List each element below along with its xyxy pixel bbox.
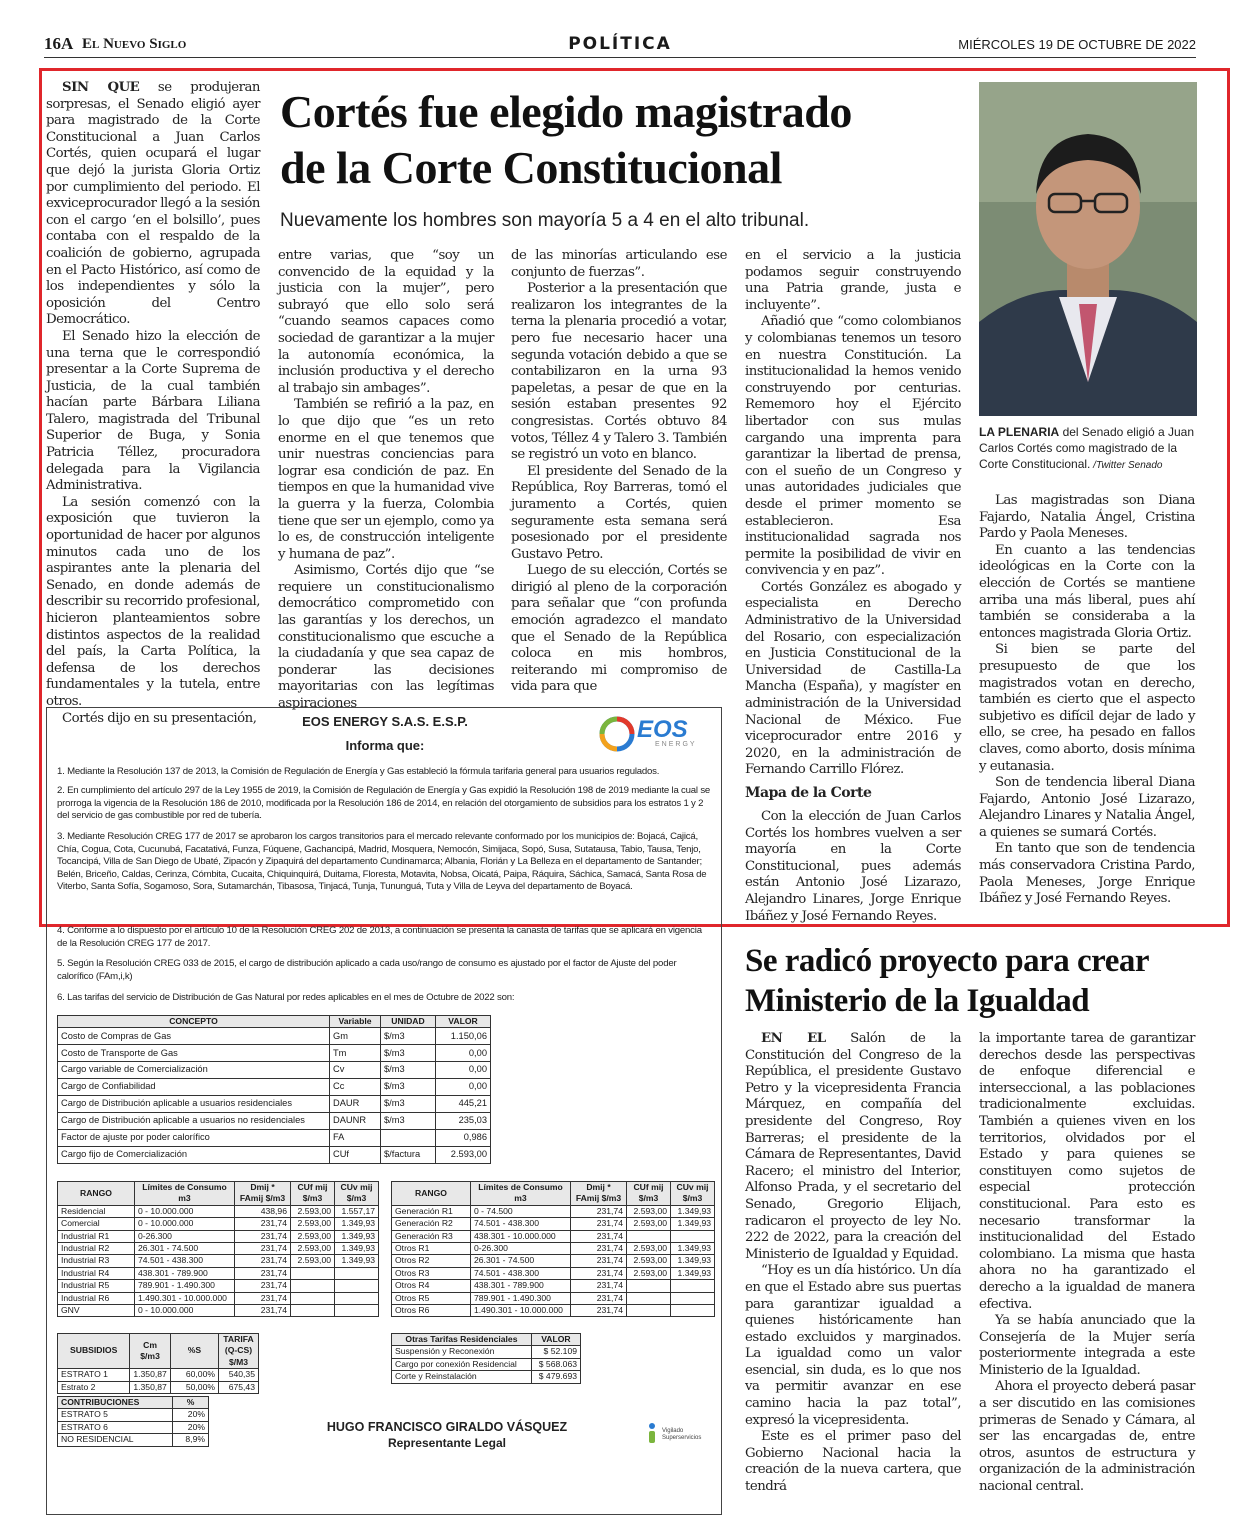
paragraph: Salón de la Constitución del Congreso de la República, el presidente Gustavo Petro y la vicepresidenta Francia Márquez, en compañía del presidente del Congreso, Roy Barreras; el presidente de la Cámara de Representantes, David Racero; el ministro del Interior, Alfonso Prada, y el secretario del Senado, Gregorio Elijach, radicaron el proyecto de ley No. 222 de 2022, para la creación del Ministerio de Igualdad y Equidad. [745,1031,962,1262]
table-cell: 2.593,00 [435,1146,490,1163]
table-cell: 438.301 - 10.000.000 [471,1230,571,1242]
column-header: CUf mij $/m3 [291,1182,335,1206]
table-cell: Costo de Compras de Gas [58,1028,330,1045]
table-cell: 789.901 - 1.490.300 [471,1292,571,1304]
paragraph: Posterior a la presentación que realizaron los integrantes de la terna la plenaria procedió a votar, pero fue necesario hacer una segunda votación debido a que se contabilizaron en la urna 93 papeletas, a pesar de que en la sesión estaban presentes 92 congresistas. Cortés obtuvo 84 votos, Téllez 4 y Talero 3. También se registró un voto en blanco. [511,281,727,463]
table-cell: ESTRATO 5 [58,1409,173,1421]
table-cell: 0,00 [435,1062,490,1079]
table-cell: Industrial R6 [58,1292,135,1304]
table-cell [627,1292,671,1304]
table-cell: 438.301 - 789.900 [135,1267,235,1279]
table-row [58,1079,491,1096]
table-cell: 1.349,93 [335,1218,379,1230]
table-cell: Industrial R5 [58,1280,135,1292]
table-cell: 0,986 [435,1129,490,1146]
table-cell [335,1280,379,1292]
table-cell: 235,03 [435,1112,490,1129]
table-cell: $/factura [381,1146,436,1163]
superservicios-icon [645,1422,659,1444]
table-cell [335,1305,379,1317]
table-cell: 445,21 [435,1095,490,1112]
table-cell: 1.349,93 [671,1255,715,1267]
table-cell: 2.593,00 [627,1267,671,1279]
table-row [58,1434,209,1446]
photo-caption [979,424,1199,474]
table-row [392,1305,715,1317]
caption-lead: LA PLENARIA [979,425,1060,439]
table-cell: 438,96 [235,1205,291,1217]
table-cell: 1.349,93 [671,1205,715,1217]
table-row [392,1371,581,1383]
table-header-row [58,1016,491,1028]
table-header-row [392,1182,715,1206]
column-header: % [173,1397,209,1409]
table-row [392,1255,715,1267]
paragraph: Ahora el proyecto deberá pasar a ser discutido en las comisiones primeras de Senado y Cámara, al ser las encargadas de, entre otros, asuntos de estructura y organización de la administración nacional central. [979,1379,1195,1495]
table-cell: 231,74 [571,1255,627,1267]
informa-heading: Informa que: [345,738,425,753]
table-row [392,1243,715,1255]
table-cell [291,1292,335,1304]
table-cell: Generación R3 [392,1230,471,1242]
table-cell [671,1230,715,1242]
notice-item: 3. Mediante Resolución CREG 177 de 2017 se aprobaron los cargos transitorios para el mercado relevante conformado por los municipios de: Bojacá, Cajicá, Chía, Cogua, Cota, Cucunubá, Facatativá, Funza, Fúquene, Gachancipá, Madrid, Mosquera, Nemocón, Simijaca, Sopó, Susa, Sutatausa, Tabio, Tausa, Tenjo, Tocancipá, Villa de San Diego de Ubaté, Zipacón y Zipaquirá del departamento Cundinamarca; Albania, Florián y La Belleza en el departamento de Santander; Belén, Briceño, Caldas, Cerinza, Cómbita, Cucaita, Chiquinquirá, Duitama, Floresta, Motavita, Nobsa, Oicatá, Paipa, Ráquira, Sáchica, Samacá, Santa Rosa de Viterbo, Santa Sofía, Sogamoso, Sora, Sutamarchán, Tibasosa, Tinjacá, Tunja, Tununguá, Tuta y Villa de Leyva del departamento de Boyacá. [57,831,707,892]
table-cell [291,1305,335,1317]
table-cell: Comercial [58,1218,135,1230]
rango-table-left [57,1181,379,1317]
paragraph: También se refirió a la paz, en lo que dijo que “es un reto enorme en el que tenemos que unir nuestras conciencias para lograr esa condición de paz. En tiempos en que la humanidad vive la guerra y la fuerza, Colombia tiene que ser un ejemplo, como ya lo es, de construcción inteligente y humana de paz”. [278,397,494,562]
table-cell: 231,74 [571,1230,627,1242]
table-cell: Cargo de Distribución aplicable a usuarios residenciales [58,1095,330,1112]
table-cell: 0 - 74.500 [471,1205,571,1217]
paragraph: Asimismo, Cortés dijo que “se requiere un constitucionalismo democrático comprometido con las garantías y los derechos, un constitucionalismo que escuche a la ciudadanía y que sea capaz de ponderar las decisiones mayoritarias con las legítimas aspiraciones [278,563,494,712]
table-row [58,1292,379,1304]
table-row [58,1218,379,1230]
table-cell: 0 - 10.000.000 [135,1218,235,1230]
table-cell: 231,74 [235,1305,291,1317]
table-cell: 1.349,93 [335,1243,379,1255]
column-header: VALOR [531,1334,580,1346]
table-row [58,1205,379,1217]
table-cell: $ 568.063 [531,1358,580,1370]
portrait-illustration [979,82,1197,416]
table-cell: 1.349,93 [335,1230,379,1242]
newspaper-name: El Nuevo Siglo [82,36,187,52]
signer-name: HUGO FRANCISCO GIRALDO VÁSQUEZ [326,1420,568,1434]
table-cell: 8,9% [173,1434,209,1446]
notice-item: 4. Conforme a lo dispuesto por el artículo 10 de la Resolución CREG 202 de 2013, a continuación se presenta la canasta de tarifas que se aplicará en vigencia de la Resolución CREG 177 de 2017. [57,925,702,949]
paragraph: El Senado hizo la elección de una terna que le correspondió presentar a la Corte Suprema de Justicia, de la cual también hacían parte Bárbara Liliana Talero, magistrada del Tribunal Superior de Buga, y Sonia Patricia Téllez, procuradora delegada para la Vigilancia Administrativa. [46,328,260,494]
table-cell [671,1292,715,1304]
table-row [58,1045,491,1062]
table-row [58,1305,379,1317]
paragraph: Añadió que “como colombianos y colombianas tenemos un tesoro en nuestra Constitución. La institucionalidad la hemos venido construyendo por centurias. Rememoro hoy el Ejército libertador con sus mulas cargando una imprenta para garantizar la libertad de prensa, con el sueño de un Congreso y unas autoridades judiciales que desde el primer momento se establecieron. Esa institucionalidad sagrada nos permite la posibilidad de vivir en convivencia y en paz”. [745,314,961,579]
table-cell: Industrial R3 [58,1255,135,1267]
column-header: Límites de Consumo m3 [135,1182,235,1206]
notice-item: 5. Según la Resolución CREG 033 de 2015, el cargo de distribución aplicado a cada uso/rango de consumo es ajustado por el factor de Ajuste del poder calorífico (FAm,i,k) [57,958,677,982]
table-cell: DAUNR [330,1112,381,1129]
column-header: Otras Tarifas Residenciales [392,1334,532,1346]
paragraph: Ya se había anunciado que la Consejería de la Mujer sería posteriormente integrada a este Ministerio de la Igualdad. [979,1313,1195,1378]
article2-column-2 [979,1031,1195,1496]
table-cell [627,1280,671,1292]
subtitle: Nuevamente los hombres son mayoría 5 a 4 en el alto tribunal. [280,210,810,231]
column-header: TARIFA (Q-CS) $/M3 [219,1334,259,1369]
table-cell: $ 479.693 [531,1371,580,1383]
table-row [58,1421,209,1433]
table-cell: 231,74 [571,1305,627,1317]
column-header: CUf mij $/m3 [627,1182,671,1206]
notice-item: 1. Mediante la Resolución 137 de 2013, la Comisión de Regulación de Energía y Gas estableció la fórmula tarifaria general para usuarios regulados. [57,766,660,777]
table-cell: Industrial R4 [58,1267,135,1279]
table-cell: 231,74 [235,1230,291,1242]
paragraph: se produjeran sorpresas, el Senado eligió ayer para magistrado de la Corte Constitucional a Juan Carlos Cortés, quien ocupará el lugar que dejó la jurista Gloria Ortiz por cumplimiento del periodo. El exviceprocurador llegó a la sesión con el cargo ‘en el bolsillo’, pues contaba con el respaldo de la coalición de gobierno, agrupada en el Pacto Histórico, así como de los independientes y sólo la oposición del Centro Democrático. [46,80,260,328]
table-cell: $/m3 [381,1095,436,1112]
table-cell: 74.501 - 438.300 [135,1255,235,1267]
page-header [44,34,1196,58]
table-cell: CUf [330,1146,381,1163]
rango-table-right [391,1181,715,1317]
vigilado-badge [645,1422,717,1446]
table-cell: Cargo variable de Comercialización [58,1062,330,1079]
article-column-1 [46,80,260,727]
table-cell: 26.301 - 74.500 [135,1243,235,1255]
column-header: CONCEPTO [58,1016,330,1028]
table-row [58,1146,491,1163]
table-cell: Otros R3 [392,1267,471,1279]
table-row [392,1267,715,1279]
table-cell: 0,00 [435,1079,490,1096]
table-row [58,1381,259,1393]
table-cell [291,1267,335,1279]
headline-line-1: Cortés fue elegido magistrado [280,86,852,137]
paragraph: Son de tendencia liberal Diana Fajardo, Antonio José Lizarazo, Alejandro Linares y Natalia Ángel, a quienes se sumará Cortés. [979,775,1195,840]
table-cell: 1.150,06 [435,1028,490,1045]
signer-role: Representante Legal [387,1436,507,1450]
table-cell: 789.901 - 1.490.300 [135,1280,235,1292]
table-cell: 1.349,93 [671,1243,715,1255]
table-cell: Cargo por conexión Residencial [392,1358,532,1370]
column-header: CUv mij $/m3 [335,1182,379,1206]
issue-date: MIÉRCOLES 19 DE OCTUBRE DE 2022 [958,37,1196,52]
eos-logo-icon [599,716,635,752]
column-header: Variable [330,1016,381,1028]
table-cell: 74.501 - 438.300 [471,1218,571,1230]
table-header-row [392,1334,581,1346]
table-row [58,1280,379,1292]
article-column-3 [511,248,727,696]
paragraph: Con la elección de Juan Carlos Cortés los hombres vuelven a ser mayoría en la Corte Constitucional, pues además están Antonio José Lizarazo, Alejandro Linares, Jorge Enrique Ibáñez y José Fernando Reyes. [745,809,961,924]
paragraph: El presidente del Senado de la República, Roy Barreras, tomó el juramento a Cortés, quien seguramente esta semana será posesionado por el presidente Gustavo Petro. [511,463,727,562]
table-row [58,1267,379,1279]
table-cell: 2.593,00 [627,1218,671,1230]
table-cell: 2.593,00 [291,1230,335,1242]
table-cell: 1.350,87 [130,1381,170,1393]
table-cell: 231,74 [571,1292,627,1304]
table-cell: GNV [58,1305,135,1317]
table-row [58,1095,491,1112]
table-cell: Cargo de Confiabilidad [58,1079,330,1096]
column-header: UNIDAD [381,1016,436,1028]
article-column-4 [745,248,961,925]
table-cell: Costo de Transporte de Gas [58,1045,330,1062]
headline-2: Se radicó proyecto para crear Ministerio de la Igualdad [745,943,1149,1019]
table-cell: Otros R6 [392,1305,471,1317]
table-cell: 231,74 [571,1218,627,1230]
otras-tarifas-table [391,1333,581,1384]
table-cell: $/m3 [381,1079,436,1096]
article-column-5 [979,493,1195,908]
column-header: CONTRIBUCIONES [58,1397,173,1409]
paragraph: la importante tarea de garantizar derechos desde las perspectivas de enfoque diferencial e interseccional, a las poblaciones tradicionalmente excluidas. También a quienes viven en los territorios, olvidados por el Estado y para quienes se constituyen como sujetos de especial protección constitucional. Para esto es necesario transformar la institucionalidad del Estado colombiano. La misma que hasta ahora no ha garantizado el derecho a la igualdad de manera efectiva. [979,1031,1195,1312]
table-cell: $ 52.109 [531,1346,580,1358]
table-cell: 231,74 [235,1255,291,1267]
column-header: CUv mij $/m3 [671,1182,715,1206]
lead-word: EN EL [761,1031,826,1046]
column-header: %S [170,1334,218,1369]
table-cell: $/m3 [381,1062,436,1079]
table-cell: 231,74 [235,1292,291,1304]
table-cell: 231,74 [571,1205,627,1217]
paragraph: Cortés dijo en su presentación, [62,710,257,726]
column-header: Cm $/m3 [130,1334,170,1369]
table-cell: NO RESIDENCIAL [58,1434,173,1446]
table-cell [671,1280,715,1292]
table-cell: Cc [330,1079,381,1096]
lead-word: SIN QUE [62,80,140,95]
table-cell: 231,74 [235,1218,291,1230]
column-header: SUBSIDIOS [58,1334,130,1369]
table-cell: 1.349,93 [671,1218,715,1230]
paragraph: Si bien se parte del presupuesto de que los magistrados votan en derecho, también es cierto que el aspecto subjetivo es difícil dejar de lado y ello, se cree, ha pesado en fallos claves, como aborto, dosis mínima y eutanasia. [979,642,1195,774]
table-row [392,1280,715,1292]
photo-credit: /Twitter Senado [1090,460,1163,471]
section-title: POLÍTICA [568,34,672,54]
table-row [392,1292,715,1304]
headline [280,84,970,196]
headline-line-2: de la Corte Constitucional [280,142,782,193]
table-cell: 1.490.301 - 10.000.000 [135,1292,235,1304]
table-row [392,1346,581,1358]
table-cell: 0 - 10.000.000 [135,1305,235,1317]
table-cell: 2.593,00 [291,1243,335,1255]
concept-table [57,1015,491,1164]
paragraph: de las minorías articulando ese conjunto de fuerzas”. [511,248,727,280]
table-cell: Suspensión y Reconexión [392,1346,532,1358]
table-cell: Cargo fijo de Comercialización [58,1146,330,1163]
paragraph: La sesión comenzó con la exposición que tuvieron la oportunidad de hacer por algunos minutos cada uno de los aspirantes ante la plenaria del Senado, en donde además de describir su recorrido profesional, hicieron planteamientos sobre distintos aspectos de la realidad del país, la Carta Política, la defensa de los derechos fundamentales y la tutela, entre otros. [46,494,260,709]
column-header: RANGO [392,1182,471,1206]
table-cell: 60,00% [170,1369,218,1381]
paragraph: Luego de su elección, Cortés se dirigió al pleno de la corporación para señalar que “con profunda emoción agradezco el mandato que el Senado de la República coloca en mis hombros, reiterando mi compromiso de vida para que [511,563,727,695]
table-row [58,1129,491,1146]
table-cell: 1.490.301 - 10.000.000 [471,1305,571,1317]
eos-logo-subtext: ENERGY [655,741,697,748]
table-cell: 74.501 - 438.300 [471,1267,571,1279]
notice-item: 6. Las tarifas del servicio de Distribución de Gas Natural por redes aplicables en el mes de Octubre de 2022 son: [57,992,515,1003]
table-cell: Residencial [58,1205,135,1217]
table-cell: Industrial R1 [58,1230,135,1242]
company-name: EOS ENERGY S.A.S. E.S.P. [302,714,468,729]
table-cell: 50,00% [170,1381,218,1393]
paragraph: Cortés González es abogado y especialista en Derecho Administrativo de la Universidad del Rosario, con especialización en Justicia Constitucional de la Universidad de Castilla-La Mancha (España), y magíster en administración de la Universidad Nacional de México. Fue viceprocurador entre 2016 y 2020, en la administración de Fernando Carrillo Flórez. [745,579,961,778]
paragraph: En tanto que son de tendencia más conservadora Cristina Pardo, Paola Meneses, Jorge Enrique Ibáñez y José Fernando Reyes. [979,841,1195,907]
table-header-row [58,1334,259,1369]
table-cell: Factor de ajuste por poder calorífico [58,1129,330,1146]
table-cell: Estrato 2 [58,1381,130,1393]
table-cell: 0 - 10.000.000 [135,1205,235,1217]
table-cell: 2.593,00 [291,1205,335,1217]
column-header: RANGO [58,1182,135,1206]
paragraph: en el servicio a la justicia podamos seguir construyendo una Patria grande, justa e incluyente”. [745,248,961,313]
table-cell: Gm [330,1028,381,1045]
table-cell: Cv [330,1062,381,1079]
table-cell: 0-26.300 [471,1243,571,1255]
paragraph: Este es el primer paso del Gobierno Nacional hacia la creación de la nueva cartera, que tendrá [745,1429,961,1495]
table-cell: Generación R1 [392,1205,471,1217]
table-cell: ESTRATO 6 [58,1421,173,1433]
table-row [58,1243,379,1255]
table-cell: 20% [173,1409,209,1421]
table-cell: 231,74 [571,1267,627,1279]
caption-text: del Senado eligió a Juan Carlos Cortés como magistrado de la Corte Constitucional. [979,425,1195,471]
table-row [58,1230,379,1242]
eos-energy-notice [46,707,722,1515]
article-column-2 [278,248,494,713]
table-cell: ESTRATO 1 [58,1369,130,1381]
table-header-row [58,1397,209,1409]
table-cell: $/m3 [381,1112,436,1129]
table-cell: Cargo de Distribución aplicable a usuarios no residenciales [58,1112,330,1129]
table-row [58,1112,491,1129]
table-cell: 2.593,00 [291,1218,335,1230]
table-row [392,1230,715,1242]
table-cell: FA [330,1129,381,1146]
table-cell: 0,00 [435,1045,490,1062]
vigilado-text: Vigilado Superservicios [662,1428,702,1441]
table-cell: 231,74 [235,1243,291,1255]
table-cell: Otros R4 [392,1280,471,1292]
table-cell: 2.593,00 [627,1205,671,1217]
paragraph: entre varias, que “soy un convencido de la equidad y la justicia con la mujer”, pero subrayó que ello solo será “cuando seamos capaces como sociedad de garantizar a la mujer la autonomía económica, la inclusión productiva y el derecho al trabajo sin ambages”. [278,248,494,396]
column-header: VALOR [435,1016,490,1028]
table-cell [627,1305,671,1317]
table-cell: 438.301 - 789.900 [471,1280,571,1292]
table-cell: Generación R2 [392,1218,471,1230]
table-cell: 540,35 [219,1369,259,1381]
eos-logo-text: EOS [637,716,688,743]
table-cell [671,1305,715,1317]
table-cell: Otros R2 [392,1255,471,1267]
subhead: Mapa de la Corte [745,785,872,801]
table-cell: 231,74 [235,1280,291,1292]
paragraph: Las magistradas son Diana Fajardo, Natalia Ángel, Cristina Pardo y Paola Meneses. [979,493,1195,542]
table-cell: DAUR [330,1095,381,1112]
table-cell [335,1267,379,1279]
table-cell: Otros R5 [392,1292,471,1304]
table-row [58,1255,379,1267]
column-header: Límites de Consumo m3 [471,1182,571,1206]
table-cell: 2.593,00 [627,1243,671,1255]
table-cell: 1.557,17 [335,1205,379,1217]
table-cell: 2.593,00 [291,1255,335,1267]
table-cell: 231,74 [571,1243,627,1255]
table-cell: 675,43 [219,1381,259,1393]
table-cell: 20% [173,1421,209,1433]
column-header: Dmij * FAmij $/m3 [571,1182,627,1206]
eos-logo [599,714,711,754]
table-cell: 1.349,93 [671,1267,715,1279]
photo-magistrate [979,82,1197,416]
table-cell: 1.349,93 [335,1255,379,1267]
table-cell: 26.301 - 74.500 [471,1255,571,1267]
notice-item: 2. En cumplimiento del artículo 297 de la Ley 1955 de 2019, la Comisión de Regulación de Energía y Gas expidió la Resolución 198 de 2019 mediante la cual se prorroga la vigencia de la Resolución 186 de 2010, modificada por la Resolución 186 de 2014, en relación del otorgamiento de subsidios para los estratos 1 y 2 del servicio de gas combustible por red de tubería. [57,785,711,821]
table-cell: Otros R1 [392,1243,471,1255]
table-cell: $/m3 [381,1045,436,1062]
table-row [58,1409,209,1421]
table-cell: 2.593,00 [627,1255,671,1267]
table-cell [335,1292,379,1304]
paragraph: “Hoy es un día histórico. Un día en que el Estado abre sus puertas para garantizar igualdad a quienes históricamente han estado excluidos y marginados. La igualdad como un valor esencial, sin duda, es lo que nos va permitir avanzar en ese camino hacia la paz total”, expresó la vicepresidenta. [745,1263,961,1428]
column-header: Dmij * FAmij $/m3 [235,1182,291,1206]
table-cell [627,1230,671,1242]
table-row [392,1205,715,1217]
table-cell: 0-26.300 [135,1230,235,1242]
table-cell [291,1280,335,1292]
page-number: 16A [44,34,74,53]
article2-column-1 [745,1031,961,1496]
table-row [58,1028,491,1045]
table-cell [381,1129,436,1146]
table-cell: 231,74 [235,1267,291,1279]
table-cell: Tm [330,1045,381,1062]
table-cell: Industrial R2 [58,1243,135,1255]
contribuciones-table [57,1396,209,1447]
table-header-row [58,1182,379,1206]
table-row [392,1358,581,1370]
table-cell: 1.350,87 [130,1369,170,1381]
paragraph: En cuanto a las tendencias ideológicas en la Corte con la elección de Cortés se mantiene arriba una más liberal, pues ahí también se consideraba a la entonces magistrada Gloria Ortiz. [979,542,1195,641]
table-row [58,1369,259,1381]
table-cell: $/m3 [381,1028,436,1045]
table-row [392,1218,715,1230]
subsidios-table [57,1333,259,1394]
table-row [58,1062,491,1079]
table-cell: 231,74 [571,1280,627,1292]
table-cell: Corte y Reinstalación [392,1371,532,1383]
